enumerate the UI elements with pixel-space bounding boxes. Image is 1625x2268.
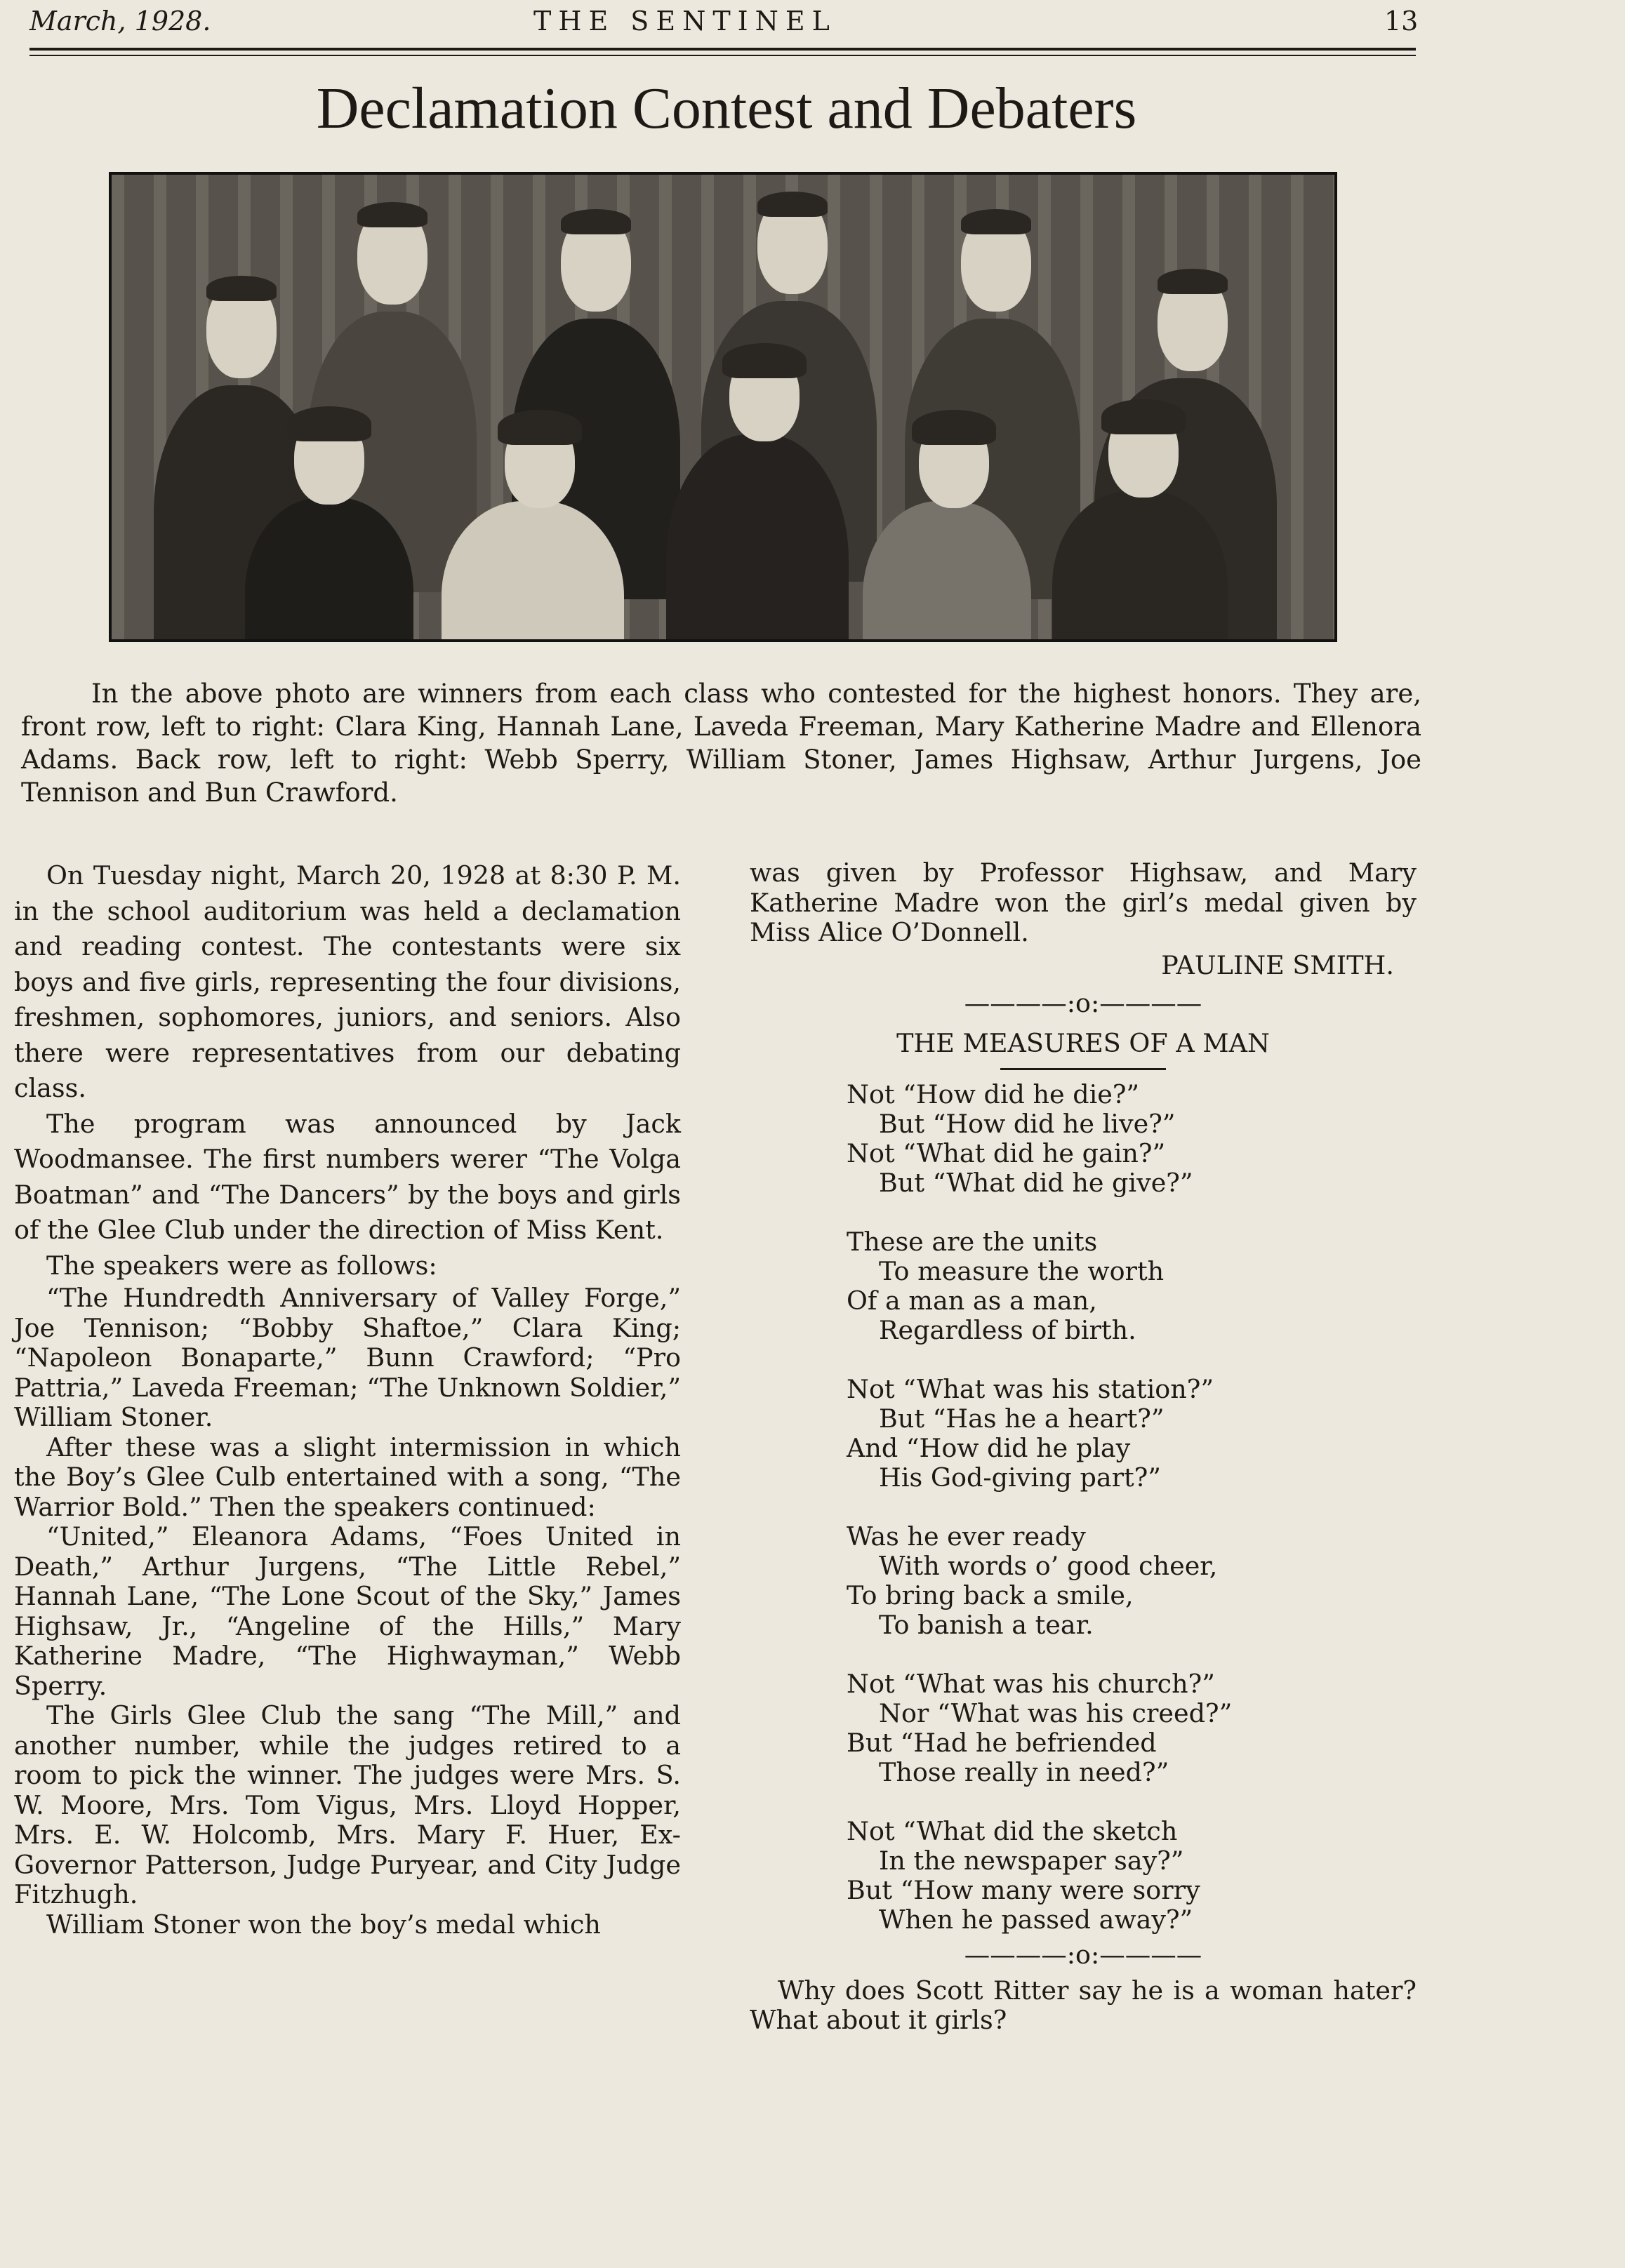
poem-line: With words o’ good cheer, [879, 1551, 1218, 1581]
poem-line: When he passed away?” [879, 1905, 1193, 1935]
article-paragraph: “United,” Eleanora Adams, “Foes United in Death,” Arthur Jurgens, “The Little Rebel,” Hannah Lane, “The Lone Scout of the Sky,” James Highsaw, Jr., “Angeline of the Hills,” Mary Katherine Madre, “The Highwayman,” Webb Sperry. [14, 1521, 681, 1701]
page-number: 13 [1384, 6, 1419, 36]
author-signature: PAULINE SMITH. [1161, 949, 1394, 980]
article-paragraph: William Stoner won the boy’s medal which [46, 1909, 601, 1940]
header-rule-thin [29, 55, 1416, 56]
closing-note: Why does Scott Ritter say he is a woman hater? What about it girls? [750, 1975, 1417, 2035]
article-paragraph: After these was a slight intermission in which the Boy’s Glee Culb entertained with a song, “The Warrior Bold.” Then the speakers continued: [14, 1432, 681, 1522]
poem-stanza [847, 1375, 1417, 1493]
poem-title: THE MEASURES OF A MAN [896, 1027, 1270, 1058]
group-photo [109, 172, 1337, 642]
poem-stanza [847, 1669, 1417, 1787]
poem-line: And “How did he play [847, 1433, 1131, 1463]
poem-line: But “How many were sorry [847, 1875, 1200, 1905]
section-divider: ————:o:———— [964, 1940, 1202, 1970]
poem-line: Not “What did the sketch [847, 1816, 1178, 1846]
poem-line: Nor “What was his creed?” [879, 1698, 1233, 1728]
article-paragraph: was given by Professor Highsaw, and Mary Katherine Madre won the girl’s medal given by Miss Alice O’Donnell. [750, 858, 1417, 947]
poem-line: Not “How did he die?” [847, 1079, 1140, 1109]
poem-line: His God-giving part?” [879, 1462, 1161, 1493]
article-paragraph: On Tuesday night, March 20, 1928 at 8:30 P. M. in the school auditorium was held a declamation and reading contest. The contestants were six boys and five girls, representing the four divisions, freshmen, sophomores, juniors, and seniors. Also there were representatives from our debating class. [14, 860, 681, 1103]
article-paragraph: The program was announced by Jack Woodmansee. The first numbers werer “The Volga Boatman” and “The Dancers” by the boys and girls of the Glee Club under the direction of Miss Kent. [14, 1108, 681, 1245]
poem-line: Not “What was his church?” [847, 1669, 1215, 1699]
poem-line: Of a man as a man, [847, 1286, 1097, 1316]
poem-stanza [847, 1817, 1417, 1935]
article-paragraph: The Girls Glee Club the sang “The Mill,” and another number, while the judges retired to a room to pick the winner. The judges were Mrs. S. W. Moore, Mrs. Tom Vigus, Mrs. Lloyd Hopper, Mrs. E. W. Holcomb, Mrs. Mary F. Huer, Ex-Governor Patterson, Judge Puryear, and City Judge Fitzhugh. [14, 1700, 681, 1909]
poem-line: But “What did he give?” [879, 1168, 1193, 1198]
poem-line: But “Has he a heart?” [879, 1403, 1165, 1434]
article-paragraph: “The Hundredth Anniversary of Valley Forge,” Joe Tennison; “Bobby Shaftoe,” Clara King; “Napoleon Bonaparte,” Bunn Crawford; “Pro Pattria,” Laveda Freeman; “The Unknown Soldier,” William Stoner. [14, 1283, 681, 1432]
header-rule [29, 48, 1416, 51]
poem-line: Regardless of birth. [879, 1315, 1136, 1345]
poem-line: These are the units [847, 1227, 1098, 1257]
poem-line: To bring back a smile, [847, 1580, 1134, 1610]
poem-title-rule [1000, 1068, 1166, 1070]
poem-stanza [847, 1522, 1417, 1640]
poem-stanza [847, 1080, 1417, 1198]
poem-stanza [847, 1227, 1417, 1345]
poem-line: Those really in need?” [879, 1757, 1169, 1787]
poem-line: Not “What did he gain?” [847, 1138, 1166, 1168]
photo-caption: In the above photo are winners from each class who contested for the highest honors. They are, front row, left to right: Clara King, Hannah Lane, Laveda Freeman, Mary Katherine Madre and Ellenora Adams. Back row, left to right: Webb Sperry, William Stoner, James Highsaw, Arthur Jurgens, Joe Tennison and Bun Crawford. [21, 679, 1421, 808]
section-divider: ————:o:———— [964, 988, 1202, 1018]
poem-line: Not “What was his station?” [847, 1374, 1214, 1404]
poem-line: To banish a tear. [879, 1610, 1094, 1640]
article-column-right [750, 858, 1417, 2035]
publication-title: THE SENTINEL [533, 6, 837, 36]
poem-line: But “How did he live?” [879, 1109, 1176, 1139]
poem-line: But “Had he befriended [847, 1728, 1157, 1758]
poem-line: Was he ever ready [847, 1521, 1086, 1552]
poem-line: To measure the worth [879, 1256, 1165, 1286]
header-date: March, 1928. [29, 6, 211, 36]
article-headline: Declamation Contest and Debaters [316, 76, 1137, 141]
poem-line: In the newspaper say?” [879, 1846, 1184, 1876]
article-paragraph: The speakers were as follows: [46, 1250, 437, 1281]
article-column-left [14, 858, 681, 1940]
